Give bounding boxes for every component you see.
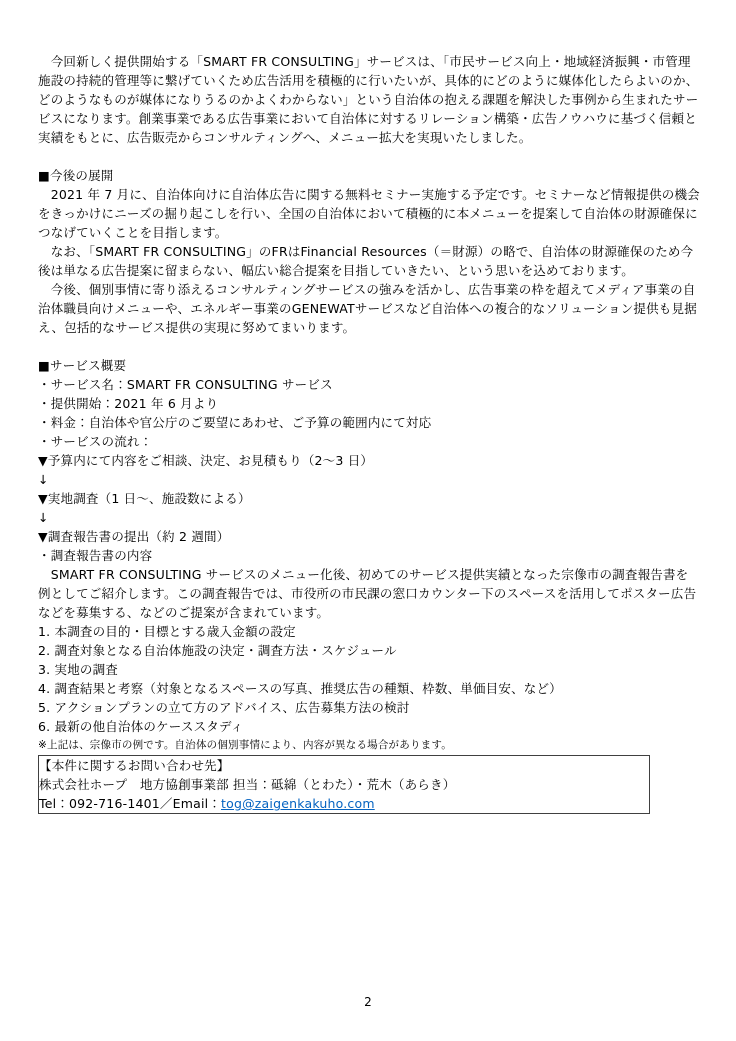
- contact-tel-label: Tel：092-716-1401／Email：: [39, 796, 222, 811]
- report-item-4: 4. 調査結果と考察（対象となるスペースの写真、推奨広告の種類、枠数、単価目安、など）: [38, 681, 562, 696]
- disclaimer-note: ※上記は、宗像市の例です。自治体の個別事情により、内容が異なる場合があります。: [38, 739, 452, 751]
- document-body: [38, 52, 700, 814]
- bullet-report-content: ・調査報告書の内容: [38, 548, 153, 563]
- report-item-5: 5. アクションプランの立て方のアドバイス、広告募集方法の検討: [38, 700, 410, 715]
- flow-step-2: ▼実地調査（1 日～、施設数による）: [38, 491, 251, 506]
- intro-paragraph: 今回新しく提供開始する「SMART FR CONSULTING」サービスは、「市民サービス向上・地域経済振興・市管理施設の持続的管理等に繋げていくため広告活用を積極的に行いたいが、具体的にどのように媒体化したらよいのか、どのようなものが媒体になりうるのかよくわからない」という自治体の抱える課題を解決した事例から生まれたサービスになります。創業事業である広告事業において自治体に対するリレーション構築・広告ノウハウに基づく信頼と実績をもとに、広告販売からコンサルティングへ、メニュー拡大を実現いたしました。: [38, 54, 699, 145]
- future-paragraph-3: 今後、個別事情に寄り添えるコンサルティングサービスの強みを活かし、広告事業の枠を超えてメディア事業の自治体職員向けメニューや、エネルギー事業のGENEWATサービスなど自治体への複合的なソリューション提供も見据え、包括的なサービス提供の実現に努めてまいります。: [38, 282, 697, 335]
- contact-heading: 【本件に関するお問い合わせ先】: [39, 758, 230, 773]
- contact-company-line: 株式会社ホープ 地方協創事業部 担当：砥綿（とわた）・荒木（あらき）: [39, 777, 456, 792]
- flow-step-1: ▼予算内にて内容をご相談、決定、お見積もり（2～3 日）: [38, 453, 374, 468]
- bullet-service-flow: ・サービスの流れ：: [38, 434, 153, 449]
- report-item-1: 1. 本調査の目的・目標とする歳入金額の設定: [38, 624, 296, 639]
- contact-box: [38, 755, 650, 814]
- down-arrow-icon: ↓: [38, 472, 49, 487]
- future-paragraph-1: 2021 年 7 月に、自治体向けに自治体広告に関する無料セミナー実施する予定です。セミナーなど情報提供の機会をきっかけにニーズの掘り起こしを行い、全国の自治体において積極的に本メニューを提案して自治体の財源確保につなげていくことを目指します。: [38, 187, 700, 240]
- future-paragraph-2: なお、「SMART FR CONSULTING」のFRはFinancial Resources（＝財源）の略で、自治体の財源確保のため今後は単なる広告提案に留まらない、幅広い総合提案を目指していきたい、という思いを込めております。: [38, 244, 694, 278]
- section-heading-overview: ■サービス概要: [38, 358, 127, 373]
- contact-tel-email-line: [39, 794, 649, 813]
- section-heading-future: ■今後の展開: [38, 168, 114, 183]
- down-arrow-icon: ↓: [38, 510, 49, 525]
- bullet-start-date: ・提供開始：2021 年 6 月より: [38, 396, 219, 411]
- bullet-service-name: ・サービス名：SMART FR CONSULTING サービス: [38, 377, 333, 392]
- bullet-price: ・料金：自治体や官公庁のご要望にあわせ、ご予算の範囲内にて対応: [38, 415, 432, 430]
- report-intro-paragraph: SMART FR CONSULTING サービスのメニュー化後、初めてのサービス提供実績となった宗像市の調査報告書を例としてご紹介します。この調査報告では、市役所の市民課の窓口カウンター下のスペースを活用してポスター広告などを募集する、などのご提案が含まれています。: [38, 567, 697, 620]
- contact-email-link[interactable]: tog@zaigenkakuho.com: [221, 796, 375, 811]
- report-item-3: 3. 実地の調査: [38, 662, 118, 677]
- report-item-2: 2. 調査対象となる自治体施設の決定・調査方法・スケジュール: [38, 643, 397, 658]
- flow-step-3: ▼調査報告書の提出（約 2 週間）: [38, 529, 230, 544]
- report-item-6: 6. 最新の他自治体のケーススタディ: [38, 719, 244, 734]
- page-number: 2: [364, 995, 372, 1009]
